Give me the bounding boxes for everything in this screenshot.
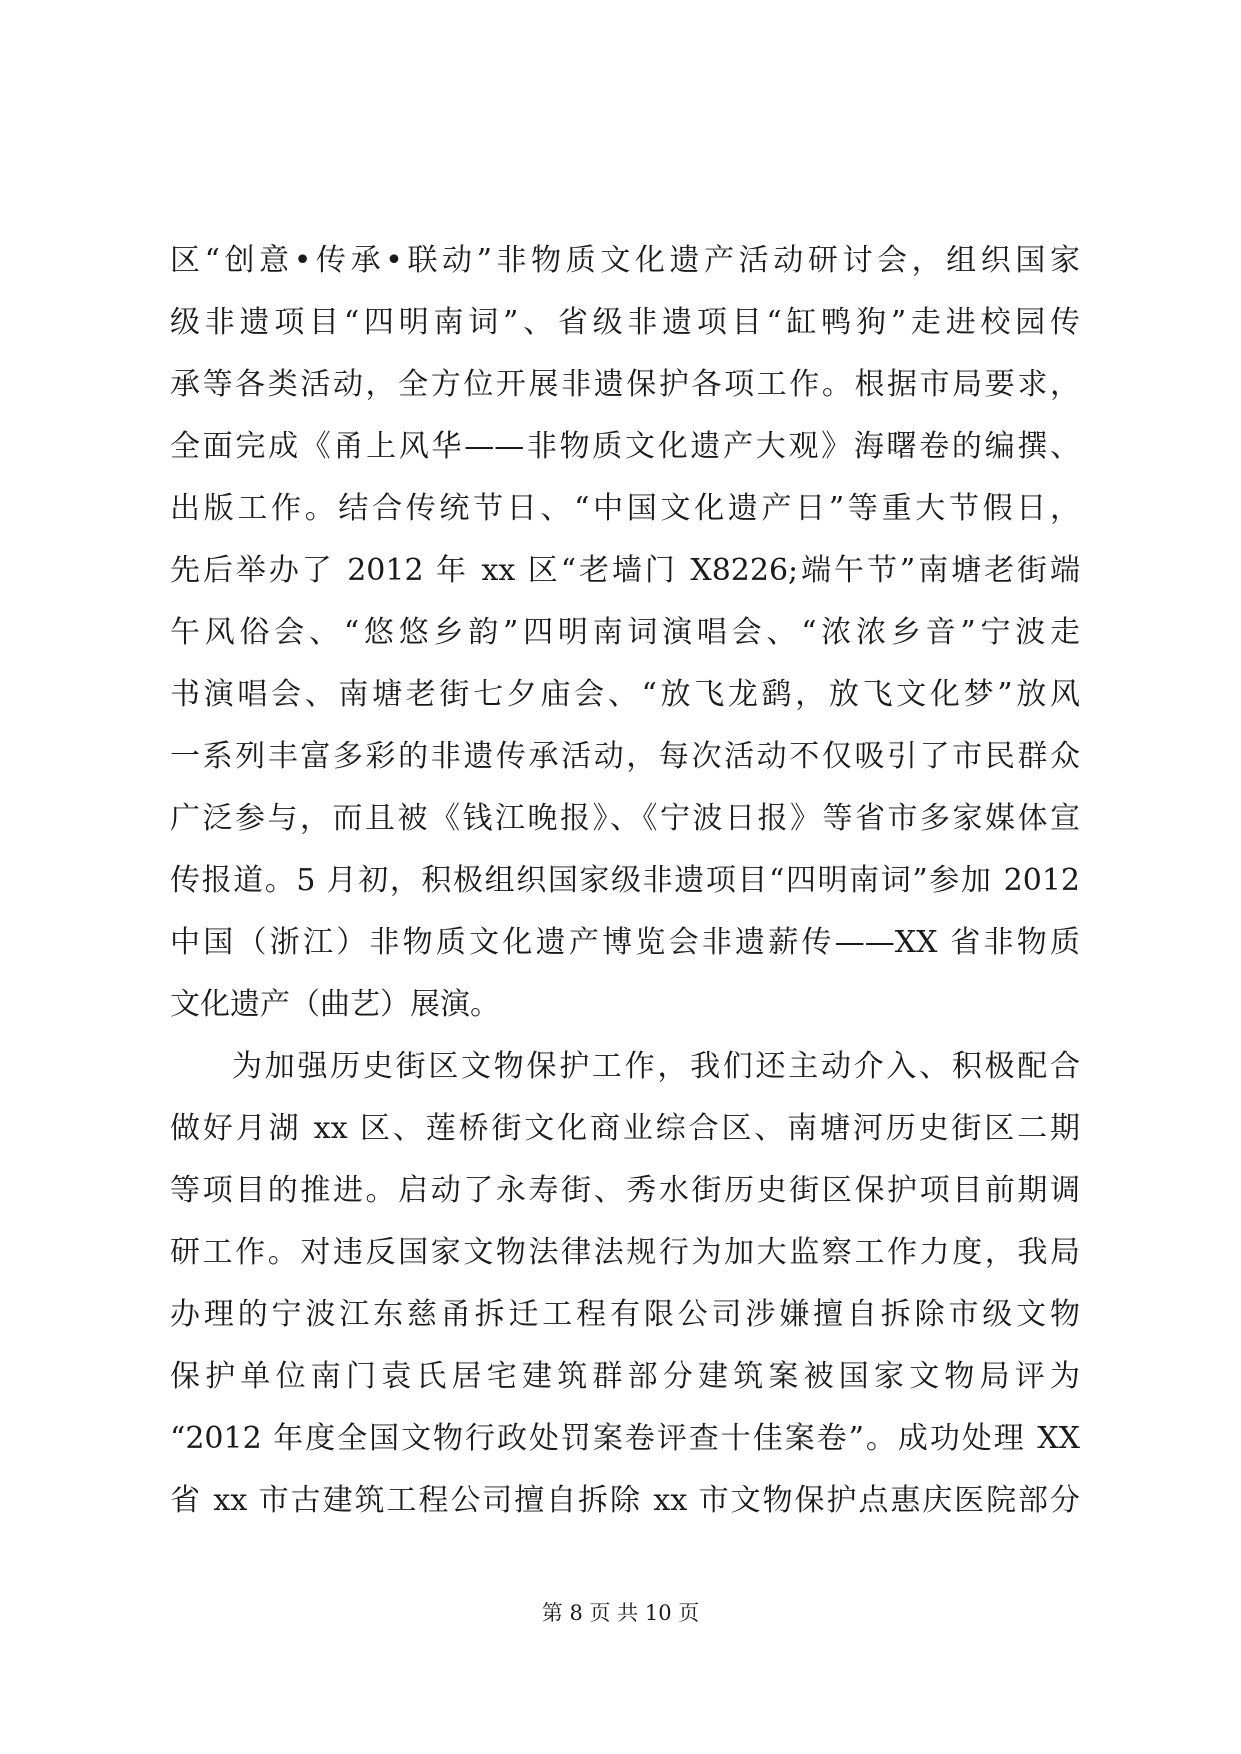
text-line: 广泛参与，而且被《钱江晚报》、《宁波日报》等省市多家媒体宣 <box>170 801 1080 836</box>
text-line: 承等各类活动，全方位开展非遗保护各项工作。根据市局要求， <box>170 367 1080 402</box>
text-line: 出版工作。结合传统节日、“中国文化遗产日”等重大节假日， <box>170 491 1080 526</box>
body-text <box>170 230 1080 1532</box>
paragraph <box>170 230 1080 1036</box>
text-line: 做好月湖 xx 区、莲桥街文化商业综合区、南塘河历史街区二期 <box>170 1111 1080 1146</box>
text-line: 为加强历史街区文物保护工作，我们还主动介入、积极配合 <box>232 1049 1080 1084</box>
text-line: 级非遗项目“四明南词”、省级非遗项目“缸鸭狗”走进校园传 <box>170 305 1080 340</box>
text-line: 区“创意•传承•联动”非物质文化遗产活动研讨会，组织国家 <box>170 243 1080 278</box>
paragraph <box>170 1036 1080 1532</box>
text-line: 全面完成《甬上风华——非物质文化遗产大观》海曙卷的编撰、 <box>170 429 1080 464</box>
text-line: 研工作。对违反国家文物法律法规行为加大监察工作力度，我局 <box>170 1235 1080 1270</box>
text-line: 传报道。5 月初，积极组织国家级非遗项目“四明南词”参加 2012 <box>170 863 1080 898</box>
page-footer: 第 8 页 共 10 页 <box>541 1601 700 1625</box>
text-line: 等项目的推进。启动了永寿街、秀水街历史街区保护项目前期调 <box>170 1173 1080 1208</box>
text-line: 文化遗产（曲艺）展演。 <box>170 987 500 1022</box>
text-line: 一系列丰富多彩的非遗传承活动，每次活动不仅吸引了市民群众 <box>170 739 1080 774</box>
text-line: 午风俗会、“悠悠乡韵”四明南词演唱会、“浓浓乡音”宁波走 <box>170 615 1080 650</box>
text-line: 保护单位南门袁氏居宅建筑群部分建筑案被国家文物局评为 <box>170 1359 1080 1394</box>
text-line: 办理的宁波江东慈甬拆迁工程有限公司涉嫌擅自拆除市级文物 <box>170 1297 1080 1332</box>
text-line: 书演唱会、南塘老街七夕庙会、“放飞龙鹞，放飞文化梦”放风 <box>170 677 1080 712</box>
text-line: 省 xx 市古建筑工程公司擅自拆除 xx 市文物保护点惠庆医院部分 <box>170 1483 1080 1518</box>
text-line: “2012 年度全国文物行政处罚案卷评查十佳案卷”。成功处理 XX <box>170 1421 1080 1456</box>
text-line: 先后举办了 2012 年 xx 区“老墙门 X8226;端午节”南塘老街端 <box>170 553 1080 588</box>
text-line: 中国（浙江）非物质文化遗产博览会非遗薪传——XX 省非物质 <box>170 925 1080 960</box>
